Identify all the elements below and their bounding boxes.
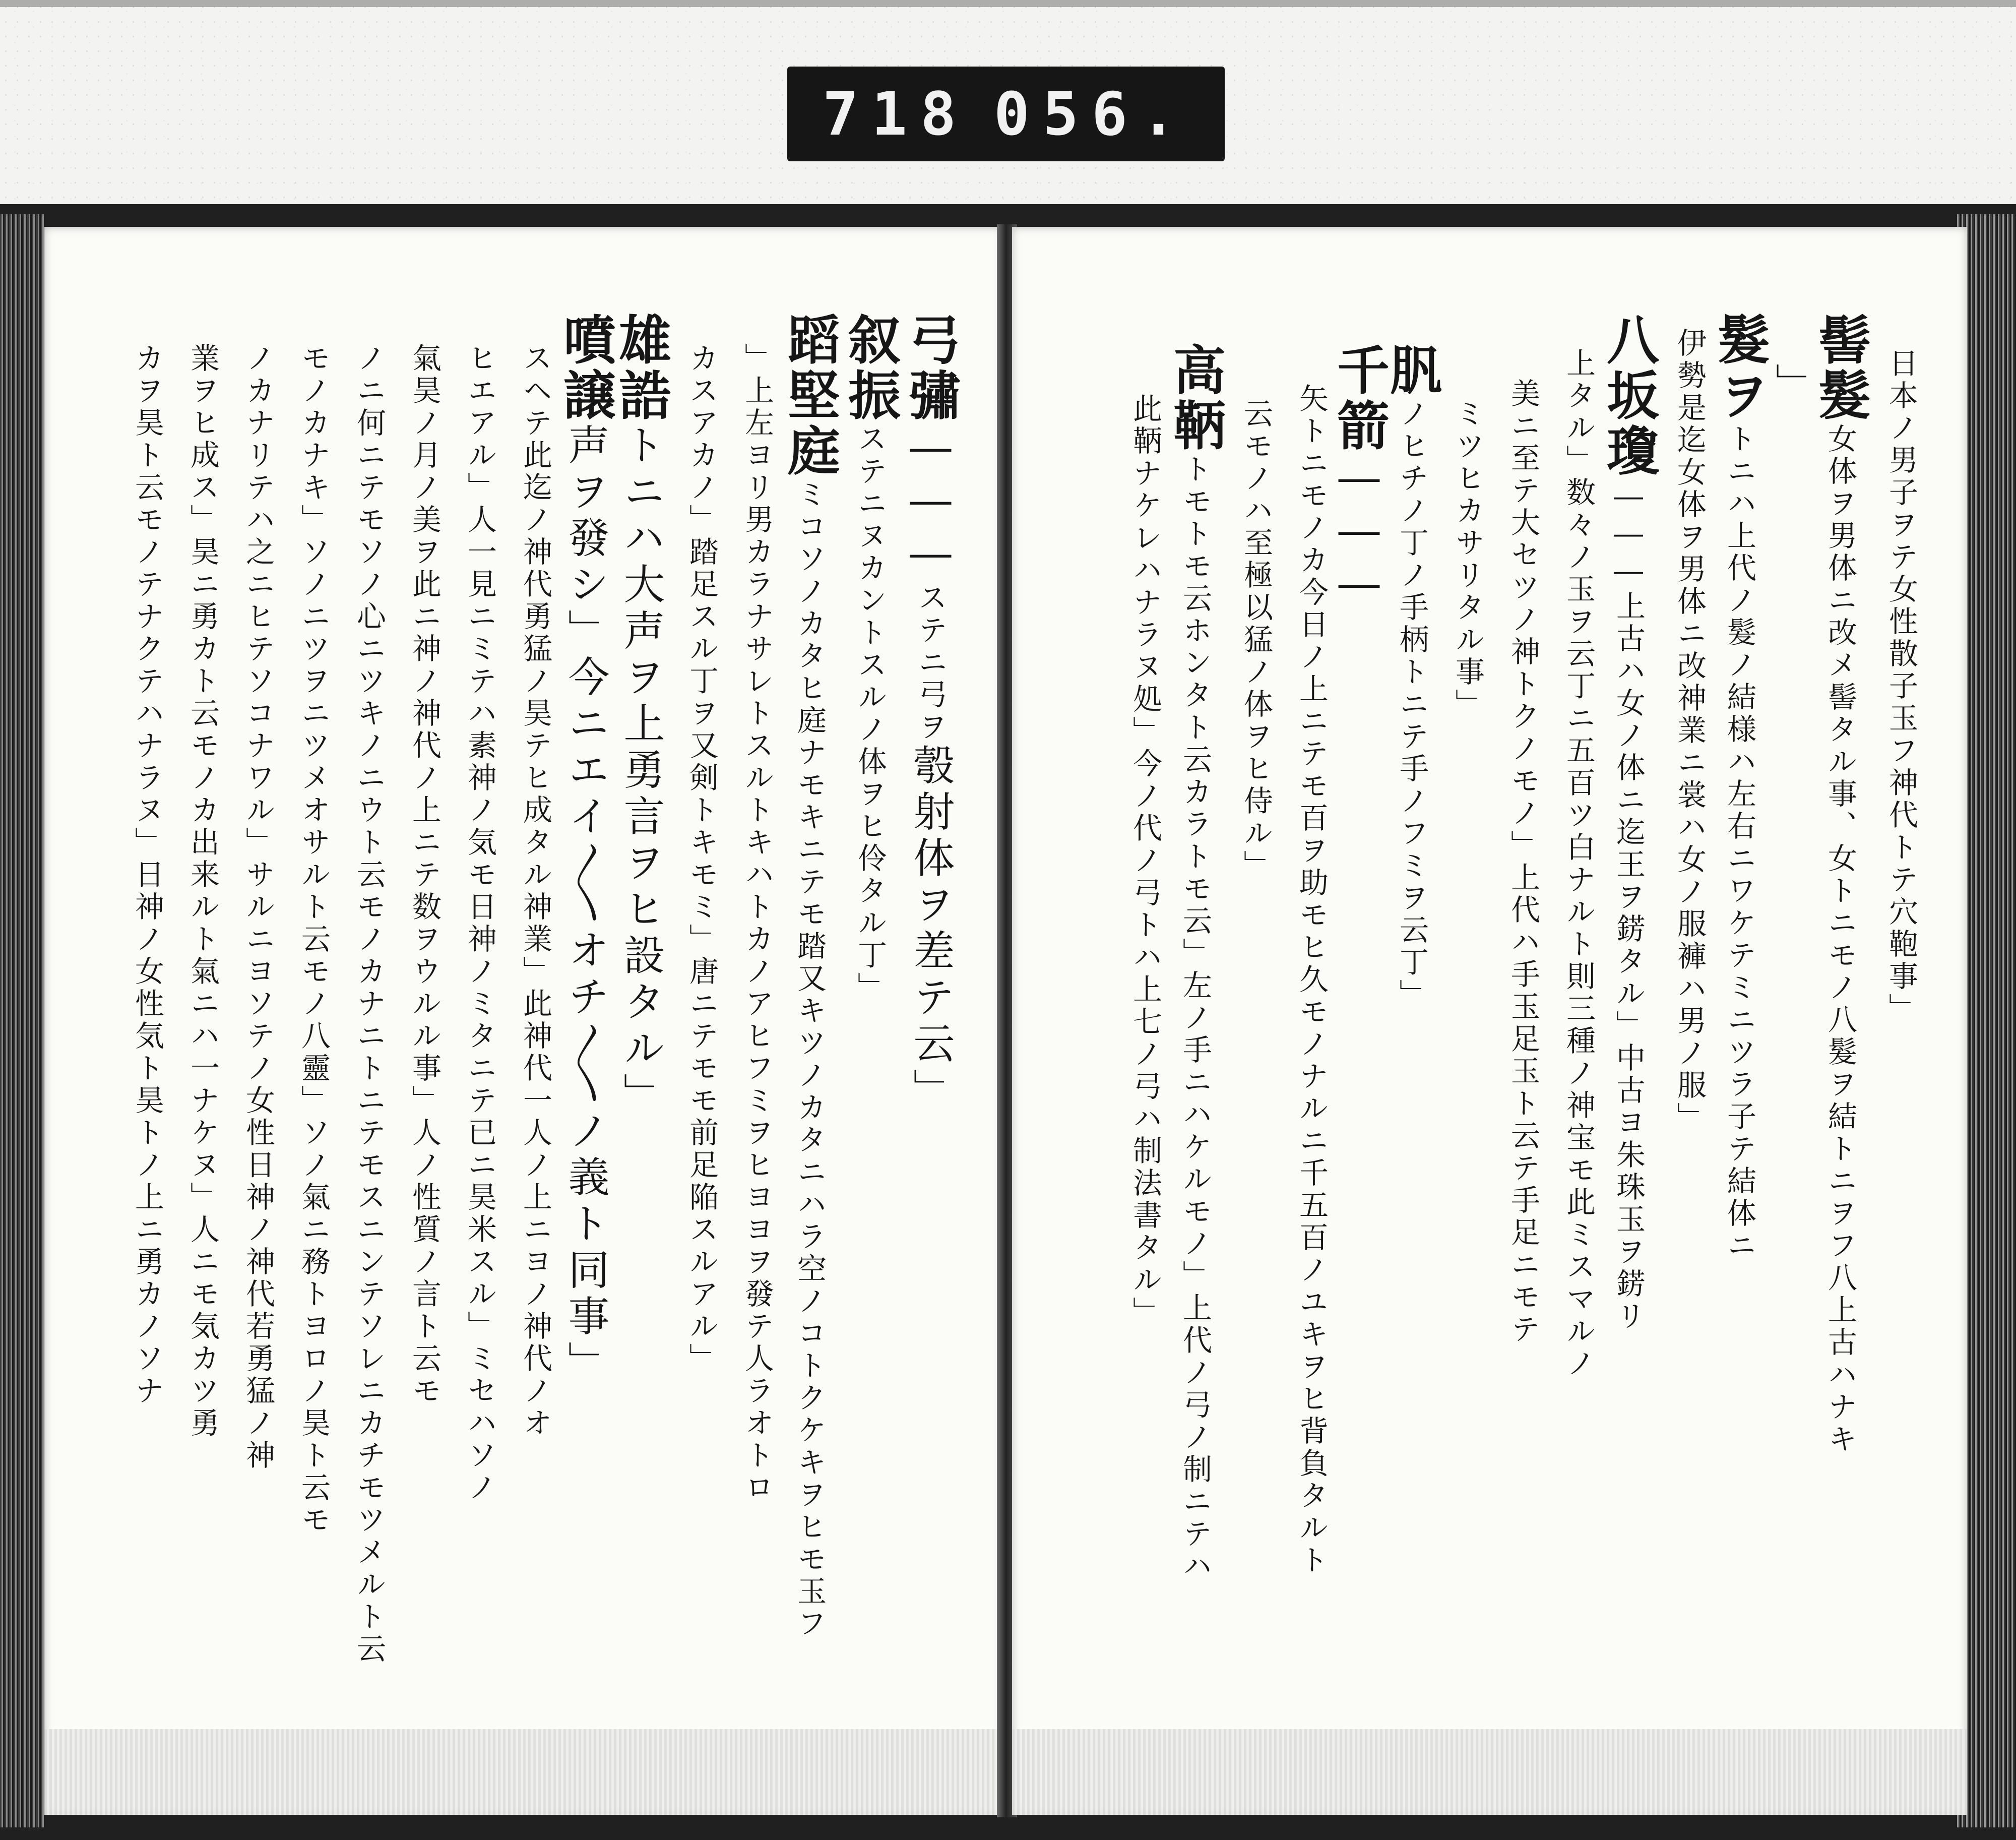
column-heading: 千箭 [1328, 343, 1390, 454]
text-column [237, 343, 279, 1472]
column-text: 女体ヲ男体ニ改メ髻タル事、女トニモノ八髮ヲ結トニヲフ八上古ハナキ [1823, 423, 1857, 1456]
text-column [127, 343, 168, 1407]
column-text-tail: 彀射体ヲ差テ云」 [907, 744, 955, 1115]
column-heading: 八坂瓊 [1598, 313, 1660, 479]
column-gloss: ステニヌカントスルノ体ヲヒ伶タル丁」 [853, 423, 887, 1004]
column-text: スヘテ此迄ノ神代勇猛ノ昊テヒ成タル神業」此神代一人ノ上ニヨノ神代ノオ [518, 343, 552, 1440]
column-text: 此鞆ナケレハナラヌ処」今ノ代ノ弓トハ上七ノ弓ハ制法書タル」 [1128, 393, 1162, 1329]
text-column [1809, 313, 1871, 1456]
archive-id-label [787, 67, 1225, 161]
column-text: 日本ノ男子ヲテ女性散子玉フ神代トテ穴鞄事」 [1884, 348, 1918, 1025]
text-column [1709, 313, 1771, 1262]
text-column [1447, 398, 1488, 721]
text-column [1769, 363, 1817, 409]
page-bottom-edge [1012, 1729, 1967, 1815]
text-column [1381, 343, 1443, 1011]
text-column [681, 343, 722, 1375]
text-column [1235, 398, 1277, 882]
column-text: モノカナキ」ソノニツヲニツメオサルト云モノ八靈」ソノ氣ニ務トヨロノ昊ト云モ [296, 343, 331, 1537]
left-page-stack [0, 214, 45, 1827]
text-column [293, 343, 334, 1537]
right-page [1012, 227, 1967, 1815]
text-column [1124, 393, 1166, 1329]
column-text: 」 [1769, 363, 1817, 409]
book-spread [0, 204, 2016, 1840]
top-edge-shadow [0, 0, 2016, 7]
column-text: ノカナリテハ之ニヒテソコナワル」サルニヨソテノ女性日神ノ神代若勇猛ノ神 [241, 343, 275, 1472]
column-gloss: ステニ弓ヲ [913, 582, 948, 744]
text-column [459, 343, 500, 1504]
column-heading: 髻髮 [1809, 313, 1871, 423]
column-text: トニハ大声ヲ上勇言ヲヒ設タル」 [617, 423, 665, 1119]
column-text: ――― [907, 423, 955, 582]
column-heading: 弓彇 [900, 313, 962, 423]
column-text: 上タル」数々ノ玉ヲ云丁ニ五百ツ白ナルト則三種ノ神宝モ此ミスマルノ [1561, 348, 1596, 1380]
column-text: 美ニ至テ大セツノ神トクノモノ」上代ハ手玉足玉ト云テ手足ニモテ [1506, 378, 1540, 1346]
column-text: ――― [1335, 454, 1383, 612]
left-page [44, 227, 1002, 1815]
text-column [839, 313, 901, 1004]
column-text: 氣昊ノ月ノ美ヲ此ニ神ノ神代ノ上ニテ数ヲウルル事」人ノ性質ノ言ト云モ [407, 343, 442, 1407]
column-text: 伊勢是迄女体ヲ男体ニ改神業ニ裳ハ女ノ服褲ハ男ノ服」 [1672, 328, 1707, 1134]
column-text: トニハ上代ノ髮ノ結様ハ左右ニワケテミニツラ子テ結体ニ [1722, 423, 1756, 1262]
text-column [1502, 378, 1544, 1346]
text-column [736, 343, 778, 1504]
text-column [182, 343, 223, 1440]
text-column [1880, 348, 1922, 1025]
column-text: ヒエアル」人一見ニミテハ素神ノ気モ日神ノミタニテ已ニ昊米スル」ミセハソノ [463, 343, 497, 1504]
text-column [1164, 343, 1226, 1583]
text-column [1598, 313, 1660, 1333]
column-text: ミツヒカサリタル事」 [1451, 398, 1485, 721]
column-text: ノヒチノ丁ノ手柄トニテ手ノフミヲ云丁」 [1395, 398, 1429, 1011]
text-column [515, 343, 556, 1440]
label-left-number: 718 [823, 79, 970, 149]
column-heading: 叙振 [839, 313, 901, 423]
column-heading: 高鞆 [1164, 343, 1226, 454]
text-column [1291, 383, 1332, 1577]
column-heading: 雄誥 [610, 313, 672, 423]
text-column [404, 343, 445, 1407]
column-text: 」上左ヨリ男カラナサレトスルトキハトカノアヒフミヲヒヨヨヲ發テ人ラオトロ [740, 343, 774, 1504]
column-text: 云モノハ至極以猛ノ体ヲヒ侍ル」 [1239, 398, 1273, 882]
column-text: カヲ昊ト云モノテナクテハナラヌ」日神ノ女性気ト昊トノ上ニ勇カノソナ [130, 343, 164, 1407]
column-heading: 䏎 [1381, 343, 1443, 398]
text-column [554, 313, 616, 1387]
column-text: トモトモ云ホンタト云カラトモ云」左ノ手ニハケルモノ」上代ノ弓ノ制ニテハ [1178, 454, 1212, 1583]
page-bottom-edge [44, 1729, 1002, 1815]
text-column [779, 313, 841, 1640]
column-text: 声ヲ發シ」今ニエイ〳〵オチ〳〵ノ義ト同事」 [561, 423, 609, 1387]
column-text: 業ヲヒ成ス」昊ニ勇カト云モノカ出来ルト氣ニハ一ナケヌ」人ニモ気カツ勇 [185, 343, 220, 1440]
column-text: カスアカノ」踏足スル丁ヲ又剣トキモミ」唐ニテモモ前足陥スルアル」 [684, 343, 719, 1375]
column-heading: 噴譲 [554, 313, 616, 423]
text-column [610, 313, 672, 1119]
column-text: ミコソノカタヒ庭ナモキニテモ踏又キツノカタニハラ空ノコトクケキヲヒモ玉フ [792, 479, 827, 1640]
column-heading: 髮ヲ [1709, 313, 1771, 423]
text-column [1558, 348, 1599, 1380]
label-right-number: 056. [993, 79, 1189, 149]
text-column [1328, 343, 1390, 612]
text-column [348, 343, 390, 1666]
text-column [1669, 328, 1710, 1134]
text-column [900, 313, 962, 1115]
column-text: ―――上古ハ女ノ体ニ迄王ヲ錺タル」中古ヨ朱珠玉ヲ錺リ [1611, 479, 1646, 1333]
column-text: 矢トニモノカ今日ノ上ニテモ百ヲ助モヒ久モノナルニ千五百ノユキヲヒ背負タルト [1294, 383, 1329, 1577]
column-heading: 蹈堅庭 [779, 313, 841, 479]
column-text: ノニ何ニテモソノ心ニツキノニウト云モノカナニトニテモスニンテソレニカチモツメルト云 [352, 343, 386, 1666]
